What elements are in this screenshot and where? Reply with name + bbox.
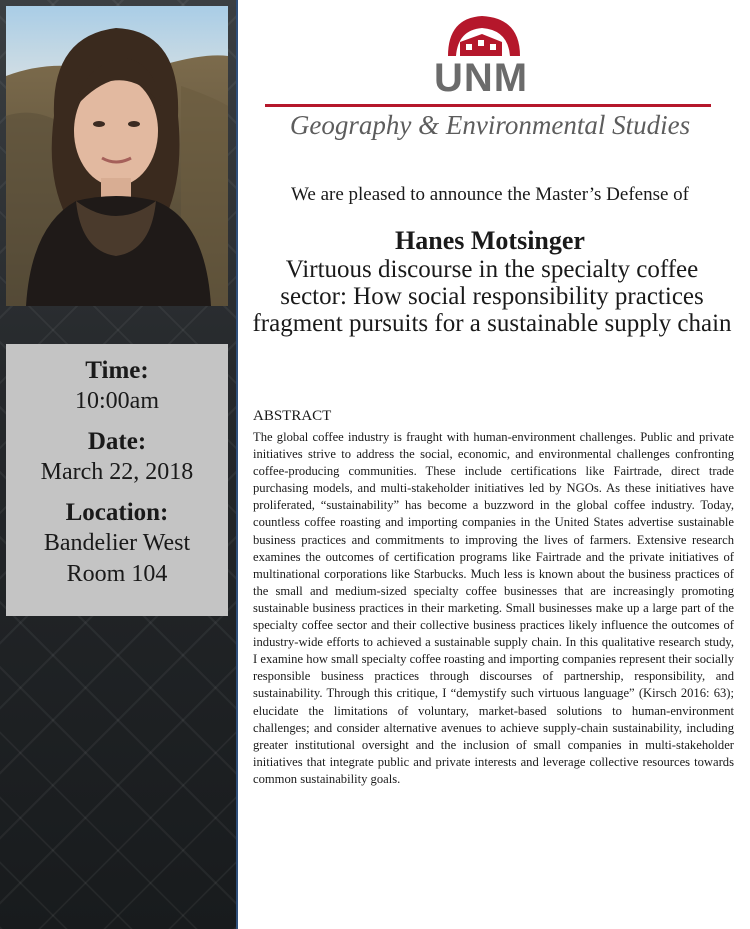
location-line1: Bandelier West bbox=[43, 530, 191, 556]
location-label: Location: bbox=[65, 499, 169, 526]
location-line2: Room 104 bbox=[66, 561, 168, 587]
unm-logo-text: UNM bbox=[433, 56, 529, 100]
time-label: Time: bbox=[85, 357, 149, 384]
portrait-illustration bbox=[6, 6, 228, 306]
abstract-heading: ABSTRACT bbox=[253, 408, 332, 424]
abstract-body: The global coffee industry is fraught with human-environment challenges. Public and private initiatives strive to address the social, economic, and environmental challenges confronting coffee-producing communities. These include certifications like Fairtrade, direct trade purchasing models, and multi-stakeholder initiatives led by NGOs. As these initiatives have proliferated, “sustainability” has become a buzzword in the global coffee industry. Today, countless coffee roasting and importing companies in the United States advertise sustainable business practices and commitments to improving the lives of farmers. Extensive research examines the outcomes of certification programs like Fairtrade and the private initiatives of multinational corporations like Starbucks. Much less is known about the business practices of the small and medium-sized specialty coffee businesses that are increasingly promoting sustainable business practices in their marketing. Small businesses make up a large part of the specialty coffee sector and their collective business practices likely influence the outcomes of industry-wide efforts to achieved a sustainable supply chain. In this qualitative research study, I examine how small specialty coffee roasting and importing companies represent their socially responsible business practices through discourses of partnership, responsibility, and sustainability. Through this critique, I “demystify such virtuous language” (Kirsch 2016: 63); elucidate the limitations of voluntary, market-based solutions to human-environment challenges; and consider alternative avenues to achieve supply-chain sustainability, including greater institutional oversight and the inclusion of small companies in multi-stakeholder initiatives that integrate public and private interests and leverage collective resources towards common sustainability goals. bbox=[253, 430, 734, 786]
candidate-name: Hanes Motsinger bbox=[395, 226, 585, 255]
date-value: March 22, 2018 bbox=[40, 459, 194, 485]
date-label: Date: bbox=[87, 428, 147, 455]
time-value: 10:00am bbox=[75, 388, 159, 414]
thesis-title: Virtuous discourse in the specialty coffee sector: How social responsibility practices fragment pursuits for a sustainable supply chain bbox=[252, 256, 732, 337]
header-divider bbox=[265, 104, 711, 107]
sidebar-panel bbox=[0, 0, 238, 929]
speaker-photo bbox=[6, 6, 228, 306]
event-details bbox=[6, 344, 228, 616]
department-name: Geography & Environmental Studies bbox=[289, 110, 691, 140]
announcement-intro: We are pleased to announce the Master’s Defense of bbox=[290, 184, 689, 205]
